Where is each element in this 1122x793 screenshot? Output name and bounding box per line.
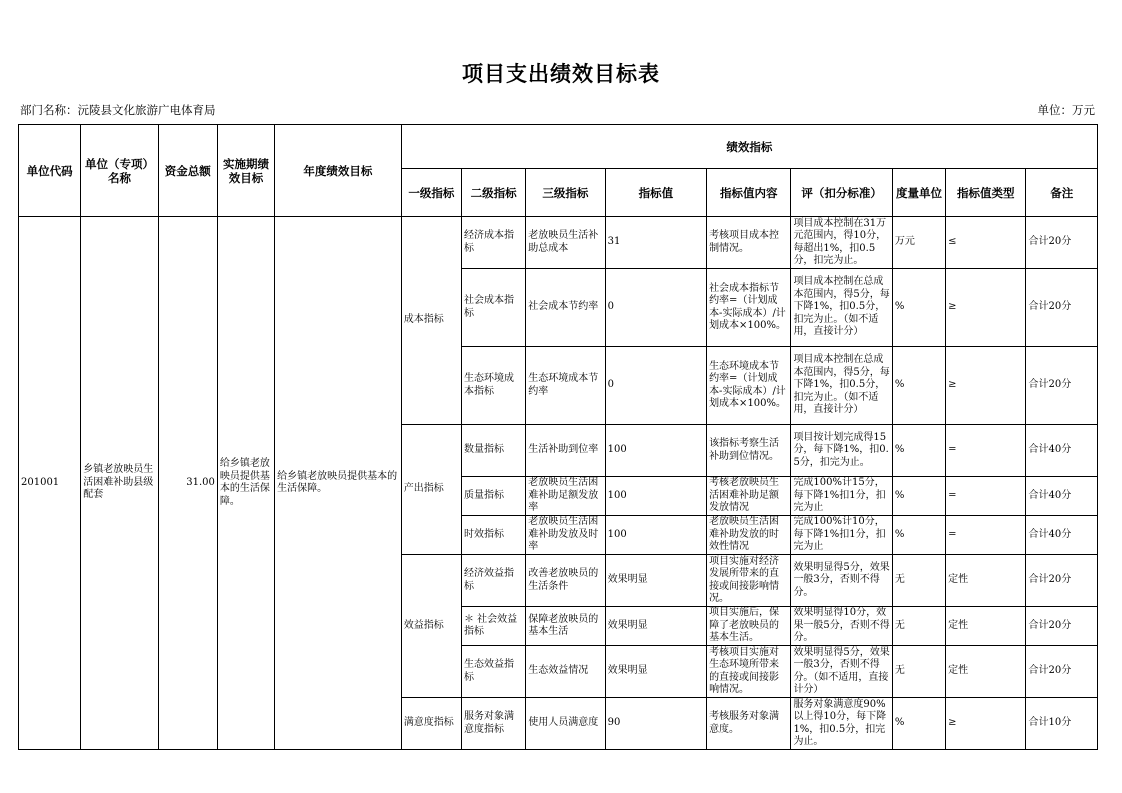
level3-cell: 使用人员满意度 [526, 698, 605, 750]
scoring-cell: 完成100%计10分，每下降1%扣1分，扣完为止 [791, 516, 892, 555]
content-cell: 生态环境成本节约率=（计划成本-实际成本）/计划成本×100%。 [707, 347, 791, 425]
remark-cell: 合计40分 [1026, 516, 1098, 555]
remark-cell: 合计20分 [1026, 555, 1098, 607]
level3-cell: 改善老放映员的生活条件 [526, 555, 605, 607]
content-cell: 项目实施后，保障了老放映员的基本生活。 [707, 607, 791, 646]
header-level3: 三级指标 [526, 169, 605, 217]
project-annual-goal: 给乡镇老放映员提供基本的生活保障。 [275, 217, 402, 750]
project-total: 31.00 [158, 217, 217, 750]
header-perf-indicators: 绩效指标 [401, 125, 1097, 169]
type-cell: ≥ [946, 269, 1026, 347]
project-impl-goal: 给乡镇老放映员提供基本的生活保障。 [217, 217, 274, 750]
remark-cell: 合计20分 [1026, 347, 1098, 425]
remark-cell: 合计20分 [1026, 646, 1098, 698]
content-cell: 该指标考察生活补助到位情况。 [707, 425, 791, 477]
scoring-cell: 服务对象满意度90%以上得10分，每下降1%，扣0.5分，扣完为止。 [791, 698, 892, 750]
group-output-indicators: 产出指标 [401, 425, 461, 555]
level3-cell: 生活补助到位率 [526, 425, 605, 477]
type-cell: = [946, 516, 1026, 555]
unit-cell: % [892, 477, 945, 516]
project-code: 201001 [19, 217, 81, 750]
level3-cell: 老放映员生活困难补助发放及时率 [526, 516, 605, 555]
value-cell: 90 [605, 698, 706, 750]
header-remark: 备注 [1026, 169, 1098, 217]
remark-cell: 合计40分 [1026, 425, 1098, 477]
type-cell: ≥ [946, 347, 1026, 425]
page-title: 项目支出绩效目标表 [462, 62, 660, 86]
scoring-cell: 项目按计划完成得15分，每下降1%，扣0.5分，扣完为止。 [791, 425, 892, 477]
scoring-cell: 效果明显得10分，效果一般5分，否则不得分。 [791, 607, 892, 646]
header-content: 指标值内容 [707, 169, 791, 217]
type-cell: 定性 [946, 646, 1026, 698]
unit-cell: % [892, 516, 945, 555]
unit-cell: % [892, 425, 945, 477]
table-row [19, 217, 1098, 269]
level2-cell: 生态环境成本指标 [461, 347, 525, 425]
project-name: 乡镇老放映员生活困难补助县级配套 [81, 217, 158, 750]
type-cell: = [946, 425, 1026, 477]
remark-cell: 合计10分 [1026, 698, 1098, 750]
header-level2: 二级指标 [461, 169, 525, 217]
content-cell: 老放映员生活困难补助发放的时效性情况 [707, 516, 791, 555]
scoring-cell: 项目成本控制在总成本范围内，得5分，每下降1%，扣0.5分，扣完为止。（如不适用，直接计分） [791, 347, 892, 425]
unit-cell: % [892, 269, 945, 347]
header-unit-code: 单位代码 [19, 125, 81, 217]
scoring-cell: 项目成本控制在31万元范围内，得10分，每超出1%，扣0.5分，扣完为止。 [791, 217, 892, 269]
department-label: 部门名称：沅陵县文化旅游广电体育局 [20, 103, 216, 117]
content-cell: 项目实施对经济发展所带来的直接或间接影响情况。 [707, 555, 791, 607]
scoring-cell: 效果明显得5分，效果一般3分，否则不得分。 [791, 555, 892, 607]
level3-cell: 保障老放映员的基本生活 [526, 607, 605, 646]
value-cell: 效果明显 [605, 555, 706, 607]
value-cell: 效果明显 [605, 607, 706, 646]
level3-cell: 社会成本节约率 [526, 269, 605, 347]
header-scoring: 评（扣分标准） [791, 169, 892, 217]
performance-target-table [18, 124, 1098, 750]
level3-cell: 生态效益情况 [526, 646, 605, 698]
unit-cell: % [892, 347, 945, 425]
scoring-cell: 完成100%计15分，每下降1%扣1分，扣完为止 [791, 477, 892, 516]
header-measure-unit: 度量单位 [892, 169, 945, 217]
header-impl-goal: 实施期绩效目标 [217, 125, 274, 217]
type-cell: 定性 [946, 555, 1026, 607]
header-value-type: 指标值类型 [946, 169, 1026, 217]
content-cell: 考核项目实施对生态环境所带来的直接或间接影响情况。 [707, 646, 791, 698]
unit-cell: 无 [892, 646, 945, 698]
remark-cell: 合计20分 [1026, 269, 1098, 347]
scoring-cell: 项目成本控制在总成本范围内，得5分，每下降1%，扣0.5分，扣完为止。（如不适用，直接计分） [791, 269, 892, 347]
header-level1: 一级指标 [401, 169, 461, 217]
type-cell: 定性 [946, 607, 1026, 646]
remark-cell: 合计20分 [1026, 607, 1098, 646]
level3-cell: 老放映员生活困难补助足额发放率 [526, 477, 605, 516]
level2-cell: 质量指标 [461, 477, 525, 516]
level3-cell: 老放映员生活补助总成本 [526, 217, 605, 269]
value-cell: 0 [605, 347, 706, 425]
unit-cell: 万元 [892, 217, 945, 269]
value-cell: 效果明显 [605, 646, 706, 698]
unit-label: 单位：万元 [1037, 103, 1095, 117]
value-cell: 0 [605, 269, 706, 347]
value-cell: 31 [605, 217, 706, 269]
level3-cell: 生态环境成本节约率 [526, 347, 605, 425]
value-cell: 100 [605, 425, 706, 477]
unit-cell: 无 [892, 607, 945, 646]
content-cell: 社会成本指标节约率=（计划成本-实际成本）/计划成本×100%。 [707, 269, 791, 347]
unit-cell: 无 [892, 555, 945, 607]
content-cell: 考核服务对象满意度。 [707, 698, 791, 750]
header-unit-name: 单位（专项）名称 [81, 125, 158, 217]
level2-cell: 服务对象满意度指标 [461, 698, 525, 750]
group-cost-indicators: 成本指标 [401, 217, 461, 425]
group-benefit-indicators: 效益指标 [401, 555, 461, 698]
level2-cell: 生态效益指标 [461, 646, 525, 698]
group-satisfaction-indicators: 满意度指标 [401, 698, 461, 750]
header-value: 指标值 [605, 169, 706, 217]
content-cell: 考核老放映员生活困难补助足额发放情况 [707, 477, 791, 516]
content-cell: 考核项目成本控制情况。 [707, 217, 791, 269]
scoring-cell: 效果明显得5分，效果一般3分，否则不得分。（如不适用，直接计分） [791, 646, 892, 698]
type-cell: ≥ [946, 698, 1026, 750]
remark-cell: 合计20分 [1026, 217, 1098, 269]
level2-cell: 时效指标 [461, 516, 525, 555]
value-cell: 100 [605, 477, 706, 516]
type-cell: ≤ [946, 217, 1026, 269]
header-total-funds: 资金总额 [158, 125, 217, 217]
remark-cell: 合计40分 [1026, 477, 1098, 516]
value-cell: 100 [605, 516, 706, 555]
type-cell: = [946, 477, 1026, 516]
level2-cell: 社会成本指标 [461, 269, 525, 347]
level2-cell: 经济效益指标 [461, 555, 525, 607]
level2-cell: 经济成本指标 [461, 217, 525, 269]
unit-cell: % [892, 698, 945, 750]
header-annual-goal: 年度绩效目标 [275, 125, 402, 217]
level2-cell: 数量指标 [461, 425, 525, 477]
level2-cell: ＊ 社会效益指标 [461, 607, 525, 646]
